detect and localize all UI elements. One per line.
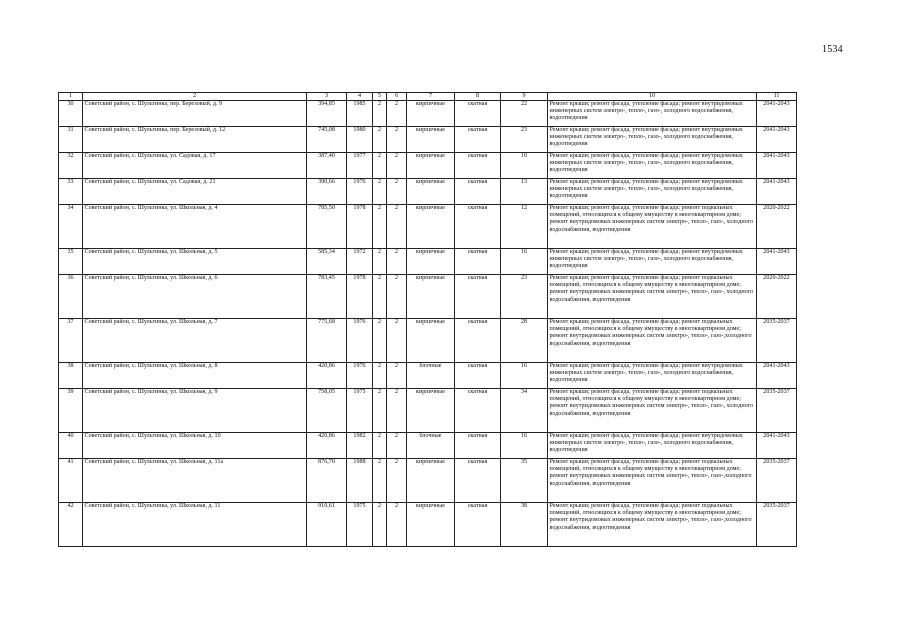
entrances-cell: 2 [387, 127, 407, 153]
period-cell: 2041-2043 [757, 433, 797, 459]
col-header: 10 [548, 93, 757, 101]
table-row [59, 503, 797, 547]
area-cell: 910,61 [307, 503, 347, 547]
table-row [59, 179, 797, 205]
period-cell: 2041-2043 [757, 363, 797, 389]
table-row [59, 101, 797, 127]
area-cell: 745,08 [307, 127, 347, 153]
address-cell: Советский район, с. Шульгинка, ул. Садовая, д. 17 [83, 153, 307, 179]
address-cell: Советский район, с. Шульгинка, ул. Школьная, д. 9 [83, 389, 307, 433]
floors-cell: 2 [373, 101, 387, 127]
address-cell: Советский район, с. Шульгинка, ул. Школьная, д. 4 [83, 205, 307, 249]
floors-cell: 2 [373, 127, 387, 153]
roof-type-cell: скатная [455, 275, 501, 319]
wall-material-cell: кирпичные [407, 179, 455, 205]
row-number: 38 [59, 363, 83, 389]
works-cell: Ремонт крыши; ремонт фасада, утепление фасада; ремонт внутридомовых инженерных систем электро-, тепло-, газо-, холодного водоснабжения, водоотведения [548, 249, 757, 275]
works-cell: Ремонт крыши; ремонт фасада, утепление фасада; ремонт внутридомовых инженерных систем электро-, тепло-, газо-, холодного водоснабжения, водоотведения [548, 363, 757, 389]
table-row [59, 319, 797, 363]
roof-type-cell: скатная [455, 249, 501, 275]
address-cell: Советский район, с. Шульгинка, ул. Школьная, д. 8 [83, 363, 307, 389]
entrances-cell: 2 [387, 433, 407, 459]
area-cell: 775,68 [307, 319, 347, 363]
roof-type-cell: скатная [455, 363, 501, 389]
floors-cell: 2 [373, 205, 387, 249]
col-header: 9 [501, 93, 548, 101]
works-cell: Ремонт крыши; ремонт фасада, утепление фасада; ремонт подвальных помещений, относящихся к общему имуществу в многоквартирном доме; ремонт внутридомовых инженерных систем электро-, тепло-, газо-,холодного водоснабжения, водоотведения [548, 319, 757, 363]
area-cell: 420,86 [307, 363, 347, 389]
works-cell: Ремонт крыши; ремонт фасада, утепление фасада; ремонт внутридомовых инженерных систем электро-, тепло-, газо-, холодного водоснабжения, водоотведения [548, 101, 757, 127]
period-cell: 2041-2043 [757, 179, 797, 205]
year-cell: 1978 [347, 205, 373, 249]
apartments-cell: 23 [501, 275, 548, 319]
wall-material-cell: кирпичные [407, 459, 455, 503]
period-cell: 2041-2043 [757, 127, 797, 153]
table-row [59, 127, 797, 153]
area-cell: 394,85 [307, 101, 347, 127]
period-cell: 2041-2043 [757, 249, 797, 275]
apartments-cell: 38 [501, 503, 548, 547]
apartments-cell: 34 [501, 389, 548, 433]
period-cell: 2035-2037 [757, 503, 797, 547]
row-number: 42 [59, 503, 83, 547]
period-cell: 2035-2037 [757, 389, 797, 433]
row-number: 34 [59, 205, 83, 249]
entrances-cell: 2 [387, 503, 407, 547]
row-number: 31 [59, 127, 83, 153]
year-cell: 1977 [347, 153, 373, 179]
apartments-cell: 13 [501, 179, 548, 205]
floors-cell: 2 [373, 389, 387, 433]
apartments-cell: 16 [501, 249, 548, 275]
apartments-cell: 22 [501, 101, 548, 127]
year-cell: 1976 [347, 179, 373, 205]
address-cell: Советский район, с. Шульгинка, ул. Школьная, д. 5 [83, 249, 307, 275]
wall-material-cell: блочные [407, 433, 455, 459]
area-cell: 387,40 [307, 153, 347, 179]
roof-type-cell: скатная [455, 127, 501, 153]
roof-type-cell: скатная [455, 153, 501, 179]
apartments-cell: 16 [501, 433, 548, 459]
area-cell: 585,34 [307, 249, 347, 275]
year-cell: 1975 [347, 389, 373, 433]
row-number: 40 [59, 433, 83, 459]
period-cell: 2041-2043 [757, 101, 797, 127]
row-number: 39 [59, 389, 83, 433]
works-cell: Ремонт крыши; ремонт фасада, утепление фасада; ремонт внутридомовых инженерных систем электро-, тепло-, газо-, холодного водоснабжения, водоотведения [548, 153, 757, 179]
entrances-cell: 2 [387, 153, 407, 179]
floors-cell: 2 [373, 275, 387, 319]
col-header: 7 [407, 93, 455, 101]
table-row [59, 459, 797, 503]
wall-material-cell: кирпичные [407, 249, 455, 275]
apartments-cell: 10 [501, 153, 548, 179]
wall-material-cell: кирпичные [407, 319, 455, 363]
address-cell: Советский район, с. Шульгинка, ул. Школьная, д. 10 [83, 433, 307, 459]
works-cell: Ремонт крыши; ремонт фасада, утепление фасада; ремонт внутридомовых инженерных систем электро-, тепло-, газо-, холодного водоснабжения, водоотведения [548, 127, 757, 153]
table-row [59, 249, 797, 275]
col-header: 11 [757, 93, 797, 101]
entrances-cell: 2 [387, 205, 407, 249]
apartments-cell: 28 [501, 319, 548, 363]
area-cell: 785,50 [307, 205, 347, 249]
floors-cell: 2 [373, 459, 387, 503]
period-cell: 2020-2022 [757, 205, 797, 249]
works-cell: Ремонт крыши; ремонт фасада, утепление фасада; ремонт внутридомовых инженерных систем электро-, тепло-, газо-, холодного водоснабжения, водоотведения [548, 179, 757, 205]
floors-cell: 2 [373, 503, 387, 547]
header-row [59, 93, 797, 101]
floors-cell: 2 [373, 153, 387, 179]
address-cell: Советский район, с. Шульгинка, ул. Школьная, д. 7 [83, 319, 307, 363]
works-cell: Ремонт крыши; ремонт фасада, утепление фасада; ремонт подвальных помещений, относящихся к общему имуществу в многоквартирном доме; ремонт внутридомовых инженерных систем электро-, тепло-, газо-, холодного водоснабжения, водоотведения [548, 389, 757, 433]
address-cell: Советский район, с. Шульгинка, ул. Школьная, д. 11а [83, 459, 307, 503]
entrances-cell: 2 [387, 319, 407, 363]
col-header: 8 [455, 93, 501, 101]
floors-cell: 2 [373, 363, 387, 389]
table-row [59, 363, 797, 389]
floors-cell: 2 [373, 249, 387, 275]
works-cell: Ремонт крыши; ремонт фасада, утепление фасада; ремонт подвальных помещений, относящихся к общему имуществу в многоквартирном доме; ремонт внутридомовых инженерных систем электро-, тепло-, газо-, холодного водоснабжения, водоотведения [548, 205, 757, 249]
apartments-cell: 23 [501, 127, 548, 153]
col-header: 1 [59, 93, 83, 101]
address-cell: Советский район, с. Шульгинка, ул. Школьная, д. 11 [83, 503, 307, 547]
row-number: 33 [59, 179, 83, 205]
address-cell: Советский район, с. Шульгинка, пер. Березовый, д. 12 [83, 127, 307, 153]
table-row [59, 433, 797, 459]
period-cell: 2041-2043 [757, 153, 797, 179]
entrances-cell: 2 [387, 363, 407, 389]
wall-material-cell: кирпичные [407, 127, 455, 153]
roof-type-cell: скатная [455, 101, 501, 127]
entrances-cell: 2 [387, 275, 407, 319]
address-cell: Советский район, с. Шульгинка, ул. Садовая, д. 21 [83, 179, 307, 205]
year-cell: 1980 [347, 127, 373, 153]
floors-cell: 2 [373, 179, 387, 205]
wall-material-cell: кирпичные [407, 503, 455, 547]
roof-type-cell: скатная [455, 503, 501, 547]
wall-material-cell: кирпичные [407, 153, 455, 179]
page-number: 1534 [822, 44, 843, 55]
wall-material-cell: кирпичные [407, 101, 455, 127]
row-number: 32 [59, 153, 83, 179]
period-cell: 2020-2022 [757, 275, 797, 319]
col-header: 6 [387, 93, 407, 101]
apartments-cell: 16 [501, 363, 548, 389]
floors-cell: 2 [373, 319, 387, 363]
wall-material-cell: кирпичные [407, 389, 455, 433]
roof-type-cell: скатная [455, 319, 501, 363]
entrances-cell: 2 [387, 459, 407, 503]
col-header: 4 [347, 93, 373, 101]
address-cell: Советский район, с. Шульгинка, пер. Березовый, д. 9 [83, 101, 307, 127]
table-row [59, 205, 797, 249]
works-cell: Ремонт крыши; ремонт фасада, утепление фасада; ремонт подвальных помещений, относящихся к общему имуществу в многоквартирном доме; ремонт внутридомовых инженерных систем электро-, тепло-, газо-,холодного водоснабжения, водоотведения [548, 503, 757, 547]
roof-type-cell: скатная [455, 389, 501, 433]
period-cell: 2035-2037 [757, 459, 797, 503]
area-cell: 783,45 [307, 275, 347, 319]
table-row [59, 153, 797, 179]
year-cell: 1976 [347, 363, 373, 389]
row-number: 30 [59, 101, 83, 127]
entrances-cell: 2 [387, 249, 407, 275]
row-number: 41 [59, 459, 83, 503]
works-cell: Ремонт крыши; ремонт фасада, утепление фасада; ремонт внутридомовых инженерных систем электро-, тепло-, газо-, холодного водоснабжения, водоотведения [548, 433, 757, 459]
year-cell: 1985 [347, 101, 373, 127]
works-cell: Ремонт крыши; ремонт фасада, утепление фасада; ремонт подвальных помещений, относящихся к общему имуществу в многоквартирном доме; ремонт внутридомовых инженерных систем электро-, тепло-, газо-, холодного водоснабжения, водоотведения [548, 275, 757, 319]
housing-register-table [58, 92, 797, 547]
works-cell: Ремонт крыши; ремонт фасада, утепление фасада; ремонт подвальных помещений, относящихся к общему имуществу в многоквартирном доме; ремонт внутридомовых инженерных систем электро-, тепло-, газо-,холодного водоснабжения, водоотведения [548, 459, 757, 503]
year-cell: 1976 [347, 319, 373, 363]
entrances-cell: 2 [387, 179, 407, 205]
area-cell: 390,66 [307, 179, 347, 205]
roof-type-cell: скатная [455, 433, 501, 459]
area-cell: 758,05 [307, 389, 347, 433]
wall-material-cell: кирпичные [407, 275, 455, 319]
year-cell: 1982 [347, 433, 373, 459]
wall-material-cell: блочные [407, 363, 455, 389]
row-number: 37 [59, 319, 83, 363]
wall-material-cell: кирпичные [407, 205, 455, 249]
year-cell: 1975 [347, 503, 373, 547]
roof-type-cell: скатная [455, 459, 501, 503]
apartments-cell: 35 [501, 459, 548, 503]
entrances-cell: 2 [387, 389, 407, 433]
period-cell: 2035-2037 [757, 319, 797, 363]
col-header: 3 [307, 93, 347, 101]
row-number: 36 [59, 275, 83, 319]
col-header: 5 [373, 93, 387, 101]
year-cell: 1978 [347, 275, 373, 319]
area-cell: 876,70 [307, 459, 347, 503]
year-cell: 1988 [347, 459, 373, 503]
area-cell: 420,86 [307, 433, 347, 459]
table-row [59, 389, 797, 433]
col-header: 2 [83, 93, 307, 101]
row-number: 35 [59, 249, 83, 275]
year-cell: 1972 [347, 249, 373, 275]
roof-type-cell: скатная [455, 205, 501, 249]
floors-cell: 2 [373, 433, 387, 459]
address-cell: Советский район, с. Шульгинка, ул. Школьная, д. 6 [83, 275, 307, 319]
table-row [59, 275, 797, 319]
entrances-cell: 2 [387, 101, 407, 127]
apartments-cell: 12 [501, 205, 548, 249]
roof-type-cell: скатная [455, 179, 501, 205]
